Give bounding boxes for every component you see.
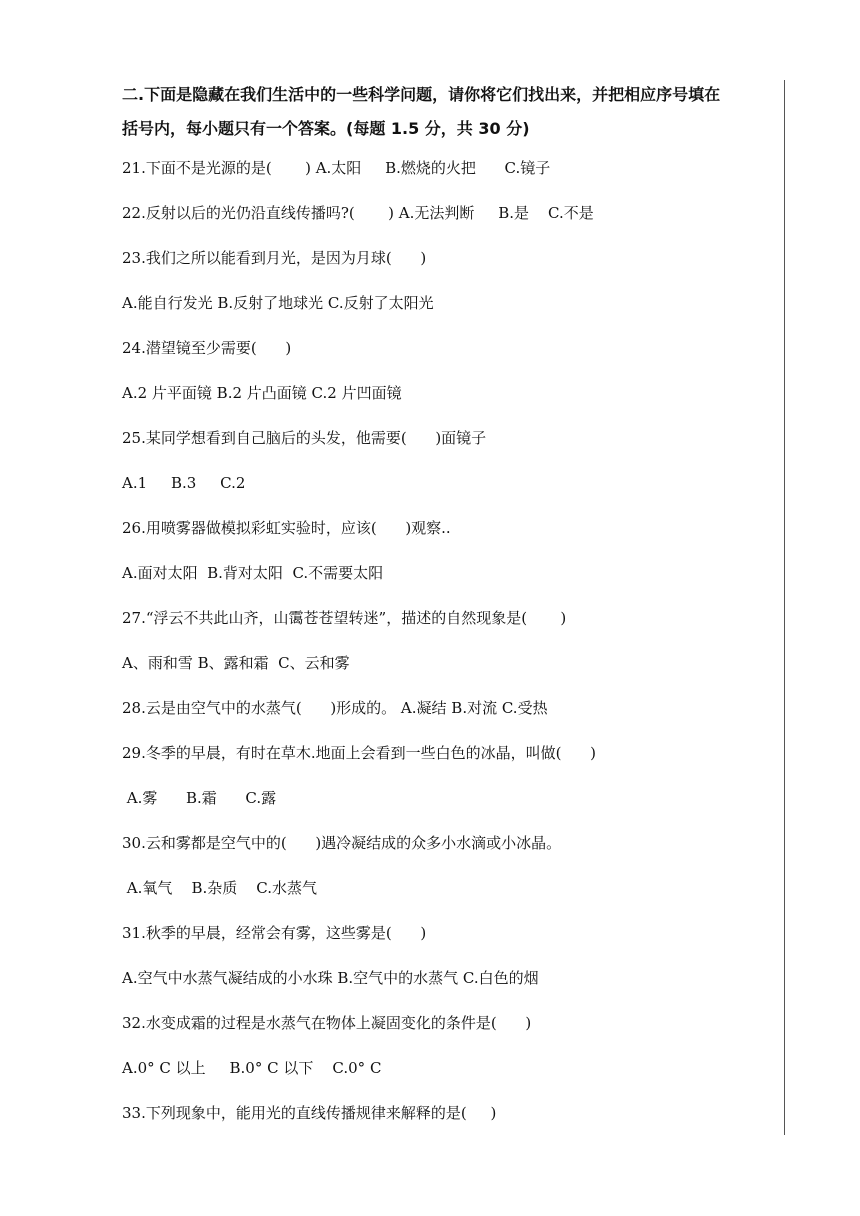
question-30: 30.云和雾都是空气中的( )遇冷凝结成的众多小水滴或小冰晶。 [122, 834, 562, 852]
question-32-options: A.0° C 以上 B.0° C 以下 C.0° C [122, 1059, 382, 1077]
question-24: 24.潜望镜至少需要( ) [122, 339, 292, 357]
question-23: 23.我们之所以能看到月光，是因为月球( ) [122, 249, 427, 267]
question-28: 28.云是由空气中的水蒸气( )形成的。 A.凝结 B.对流 C.受热 [122, 699, 548, 717]
question-25: 25.某同学想看到自己脑后的头发，他需要( )面镜子 [122, 429, 487, 447]
question-27: 27.“浮云不共此山齐，山霭苍苍望转迷”，描述的自然现象是( ) [122, 609, 567, 627]
page-margin-rule [784, 80, 785, 1135]
question-24-options: A.2 片平面镜 B.2 片凸面镜 C.2 片凹面镜 [122, 384, 402, 402]
question-31: 31.秋季的早晨，经常会有雾，这些雾是( ) [122, 924, 427, 942]
section-heading-line-2: 括号内，每小题只有一个答案。(每题 1.5 分，共 30 分) [122, 119, 530, 138]
question-22: 22.反射以后的光仍沿直线传播吗?( ) A.无法判断 B.是 C.不是 [122, 204, 594, 222]
question-21: 21.下面不是光源的是( ) A.太阳 B.燃烧的火把 C.镜子 [122, 159, 551, 177]
question-29: 29.冬季的早晨，有时在草木.地面上会看到一些白色的冰晶，叫做( ) [122, 744, 596, 762]
question-32: 32.水变成霜的过程是水蒸气在物体上凝固变化的条件是( ) [122, 1014, 532, 1032]
question-27-options: A、雨和雪 B、露和霜 C、云和雾 [122, 654, 350, 672]
question-29-options: A.雾 B.霜 C.露 [122, 789, 277, 807]
question-30-options: A.氧气 B.杂质 C.水蒸气 [122, 879, 318, 897]
question-25-options: A.1 B.3 C.2 [122, 474, 246, 492]
question-23-options: A.能自行发光 B.反射了地球光 C.反射了太阳光 [122, 294, 434, 312]
question-33: 33.下列现象中，能用光的直线传播规律来解释的是( ) [122, 1104, 497, 1122]
question-26: 26.用喷雾器做模拟彩虹实验时，应该( )观察.. [122, 519, 451, 537]
section-heading-line-1: 二.下面是隐藏在我们生活中的一些科学问题，请你将它们找出来，并把相应序号填在 [122, 85, 721, 104]
exam-section [122, 78, 782, 1136]
question-26-options: A.面对太阳 B.背对太阳 C.不需要太阳 [122, 564, 384, 582]
question-31-options: A.空气中水蒸气凝结成的小水珠 B.空气中的水蒸气 C.白色的烟 [122, 969, 539, 987]
